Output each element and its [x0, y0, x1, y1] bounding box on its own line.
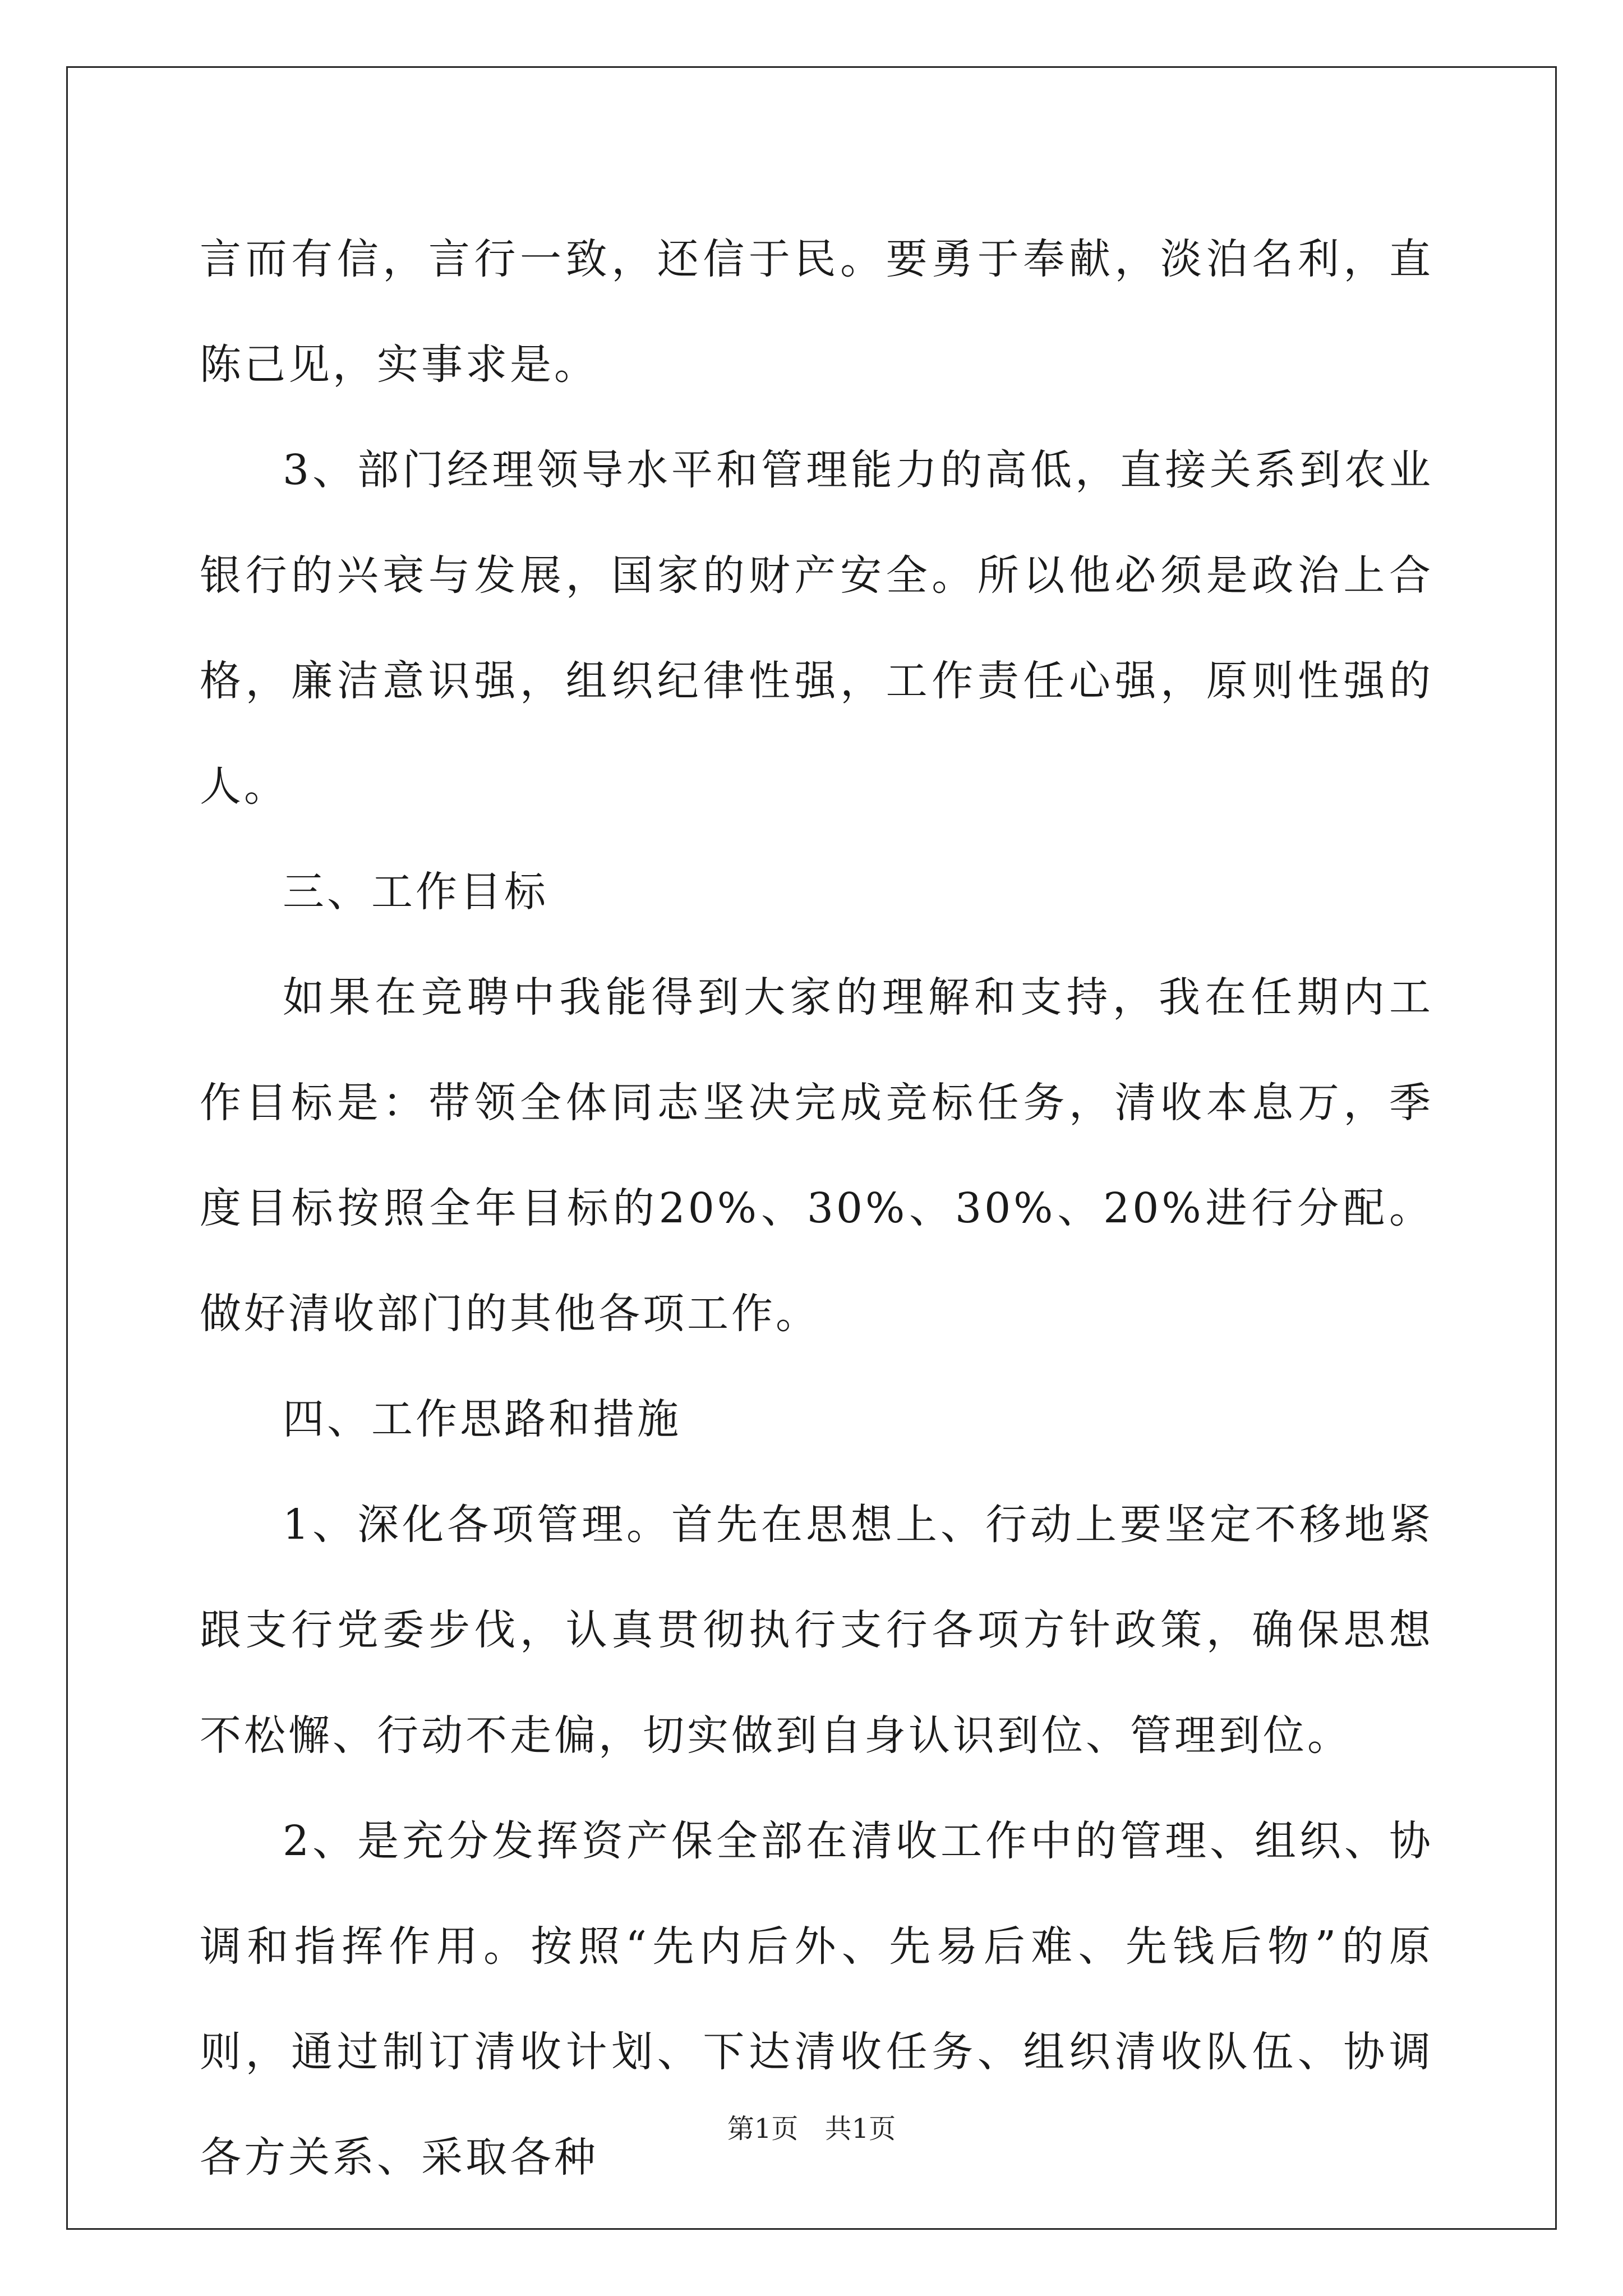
paragraph-2: 3、部门经理领导水平和管理能力的高低，直接关系到农业银行的兴衰与发展，国家的财产安全。所以他必须是政治上合格，廉洁意识强，组织纪律性强，工作责任心强，原则性强的人。 — [200, 446, 1433, 811]
paragraph-7: 2、是充分发挥资产保全部在清收工作中的管理、组织、协调和指挥作用。按照“先内后外、先易后难、先钱后物”的原则，通过制订清收计划、下达清收任务、组织清收队伍、协调各方关系、采取各种 — [200, 1817, 1433, 2182]
paragraph-6: 1、深化各项管理。首先在思想上、行动上要坚定不移地紧跟支行党委步伐，认真贯彻执行支行各项方针政策，确保思想不松懈、行动不走偏，切实做到自身认识到位、管理到位。 — [200, 1501, 1433, 1760]
section-heading-work-ideas: 四、工作思路和措施 — [283, 1395, 681, 1443]
page-footer — [0, 2112, 1623, 2146]
paragraph-1: 言而有信，言行一致，还信于民。要勇于奉献，淡泊名利，直陈己见，实事求是。 — [200, 235, 1433, 389]
section-heading-work-goals: 三、工作目标 — [283, 868, 548, 916]
page-number-current: 第1页 — [727, 2113, 799, 2145]
document-body — [200, 206, 1433, 2210]
paragraph-4: 如果在竞聘中我能得到大家的理解和支持，我在任期内工作目标是：带领全体同志坚决完成竞标任务，清收本息万，季度目标按照全年目标的20%、30%、30%、20%进行分配。做好清收部门的其他各项工作。 — [200, 973, 1433, 1338]
page-number-total: 共1页 — [824, 2113, 896, 2145]
